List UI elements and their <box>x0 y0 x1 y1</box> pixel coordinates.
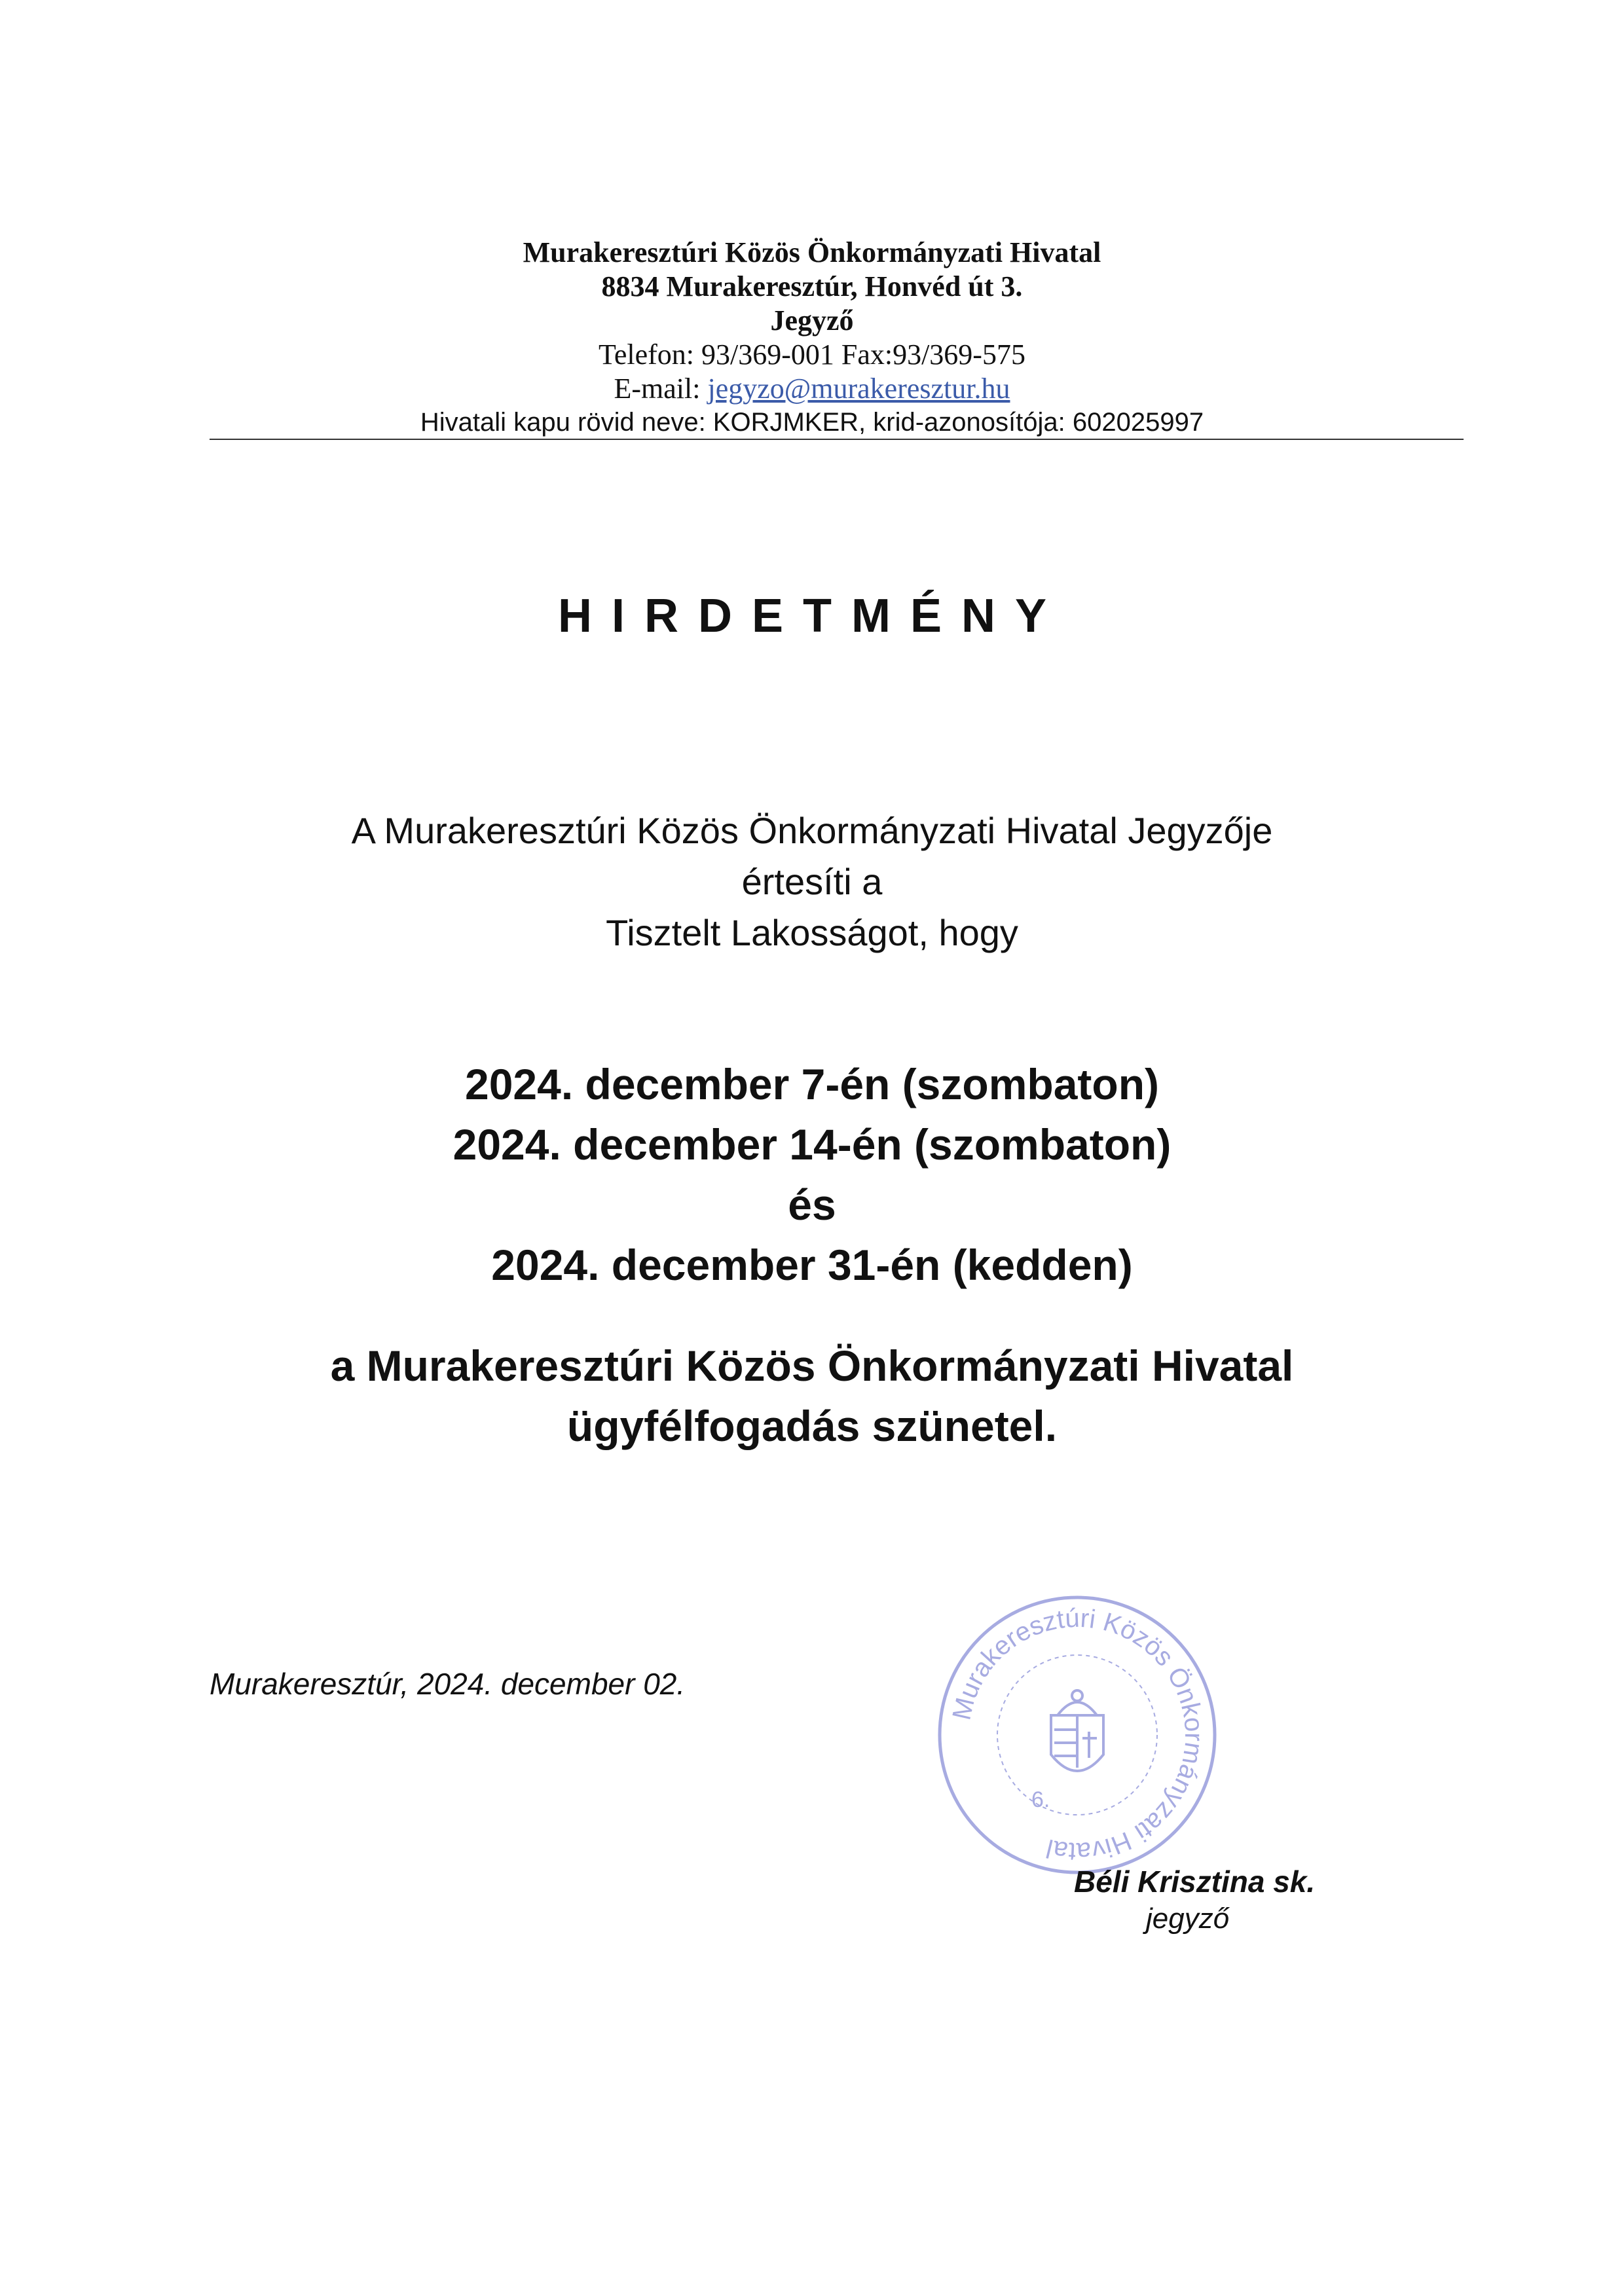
intro-line-2: értesíti a <box>741 861 883 902</box>
closing-line-2: ügyfélfogadás szünetel. <box>566 1402 1058 1450</box>
closing-text <box>0 1336 1624 1456</box>
signature-block <box>1074 1863 1362 1937</box>
header-divider <box>210 439 1464 440</box>
official-stamp <box>933 1591 1221 1879</box>
email-label: E-mail: <box>614 373 701 405</box>
signatory-role: jegyző <box>1146 1903 1230 1935</box>
date-1: 2024. december 7-én (szombaton) <box>465 1060 1159 1108</box>
office-role: Jegyző <box>770 304 854 337</box>
closure-dates <box>0 1054 1624 1295</box>
notice-title: HIRDETMÉNY <box>557 590 1066 642</box>
stamp-number: 6. <box>1031 1787 1050 1812</box>
letterhead <box>0 236 1624 439</box>
stamp-text-path: Murakeresztúri Közös Önkormányzati Hivatal <box>947 1603 1209 1867</box>
place-and-date: Murakeresztúr, 2024. december 02. <box>210 1667 686 1701</box>
intro-line-3: Tisztelt Lakosságot, hogy <box>606 912 1018 953</box>
date-3: 2024. december 31-én (kedden) <box>491 1241 1133 1289</box>
closing-line-1: a Murakeresztúri Közös Önkormányzati Hivatal <box>330 1341 1294 1390</box>
phone-fax: Telefon: 93/369-001 Fax:93/369-575 <box>599 338 1025 371</box>
email-link[interactable]: jegyzo@murakeresztur.hu <box>707 373 1010 405</box>
date-2: 2024. december 14-én (szombaton) <box>452 1120 1172 1169</box>
email-line <box>0 372 1624 406</box>
date-conjunction: és <box>788 1180 836 1229</box>
intro-line-1: A Murakeresztúri Közös Önkormányzati Hivatal Jegyzője <box>351 810 1273 851</box>
intro-text <box>0 805 1624 958</box>
signatory-name: Béli Krisztina sk. <box>1074 1865 1316 1899</box>
office-name: Murakeresztúri Közös Önkormányzati Hivatal <box>523 236 1101 268</box>
gateway-info: Hivatali kapu rövid neve: KORJMKER, krid-azonosítója: 602025997 <box>420 408 1204 437</box>
office-address: 8834 Murakeresztúr, Honvéd út 3. <box>601 270 1023 302</box>
hungarian-coat-of-arms-icon <box>1051 1690 1103 1771</box>
